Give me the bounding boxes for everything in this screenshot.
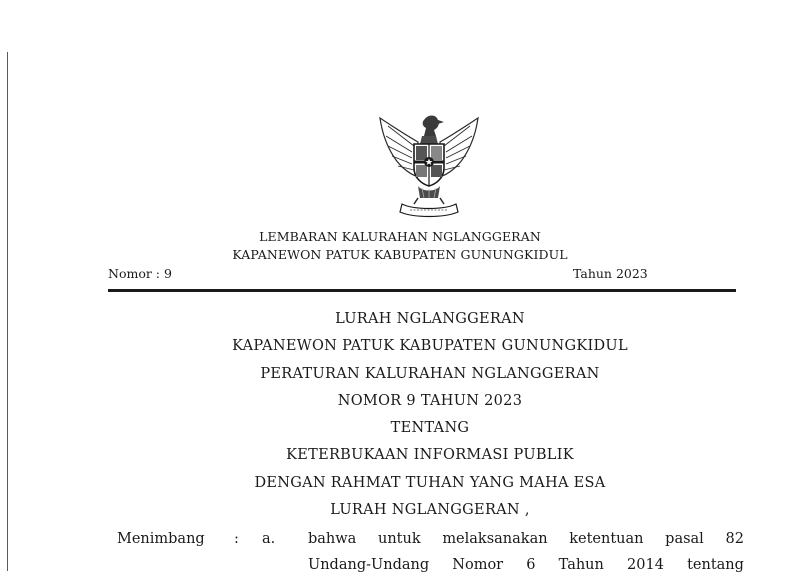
word: Tahun [558,557,604,573]
word: 82 [725,531,744,547]
gazette-title-line2: KAPANEWON PATUK KABUPATEN GUNUNGKIDUL [232,247,568,262]
header-divider [108,289,736,292]
word: untuk [378,531,421,547]
title-line2: KAPANEWON PATUK KABUPATEN GUNUNGKIDUL [232,338,628,354]
title-line3: PERATURAN KALURAHAN NGLANGGERAN [260,366,600,382]
considering-colon: : [234,531,239,547]
word: Nomor [452,557,504,573]
word: 6 [526,557,536,573]
word: melaksanakan [442,531,548,547]
word: Undang-Undang [308,557,430,573]
title-line4: NOMOR 9 TAHUN 2023 [337,393,523,409]
word: pasal [665,531,704,547]
considering-label: Menimbang [117,531,205,547]
word: ketentuan [569,531,644,547]
garuda-pancasila-emblem-icon [374,112,484,220]
considering-text-line1 [308,531,744,547]
title-line6: KETERBUKAAN INFORMASI PUBLIK [286,447,574,463]
title-line1: LURAH NGLANGGERAN [335,311,525,327]
title-line7: DENGAN RAHMAT TUHAN YANG MAHA ESA [254,475,606,491]
gazette-title-line1: LEMBARAN KALURAHAN NGLANGGERAN [259,229,541,244]
gazette-number: Nomor : 9 [108,266,172,281]
word: tentang [687,557,744,573]
title-line8: LURAH NGLANGGERAN , [330,502,530,518]
word: bahwa [308,531,357,547]
word: 2014 [627,557,664,573]
gazette-year: Tahun 2023 [573,266,648,281]
considering-item-letter: a. [262,531,276,547]
title-line5: TENTANG [390,420,470,436]
